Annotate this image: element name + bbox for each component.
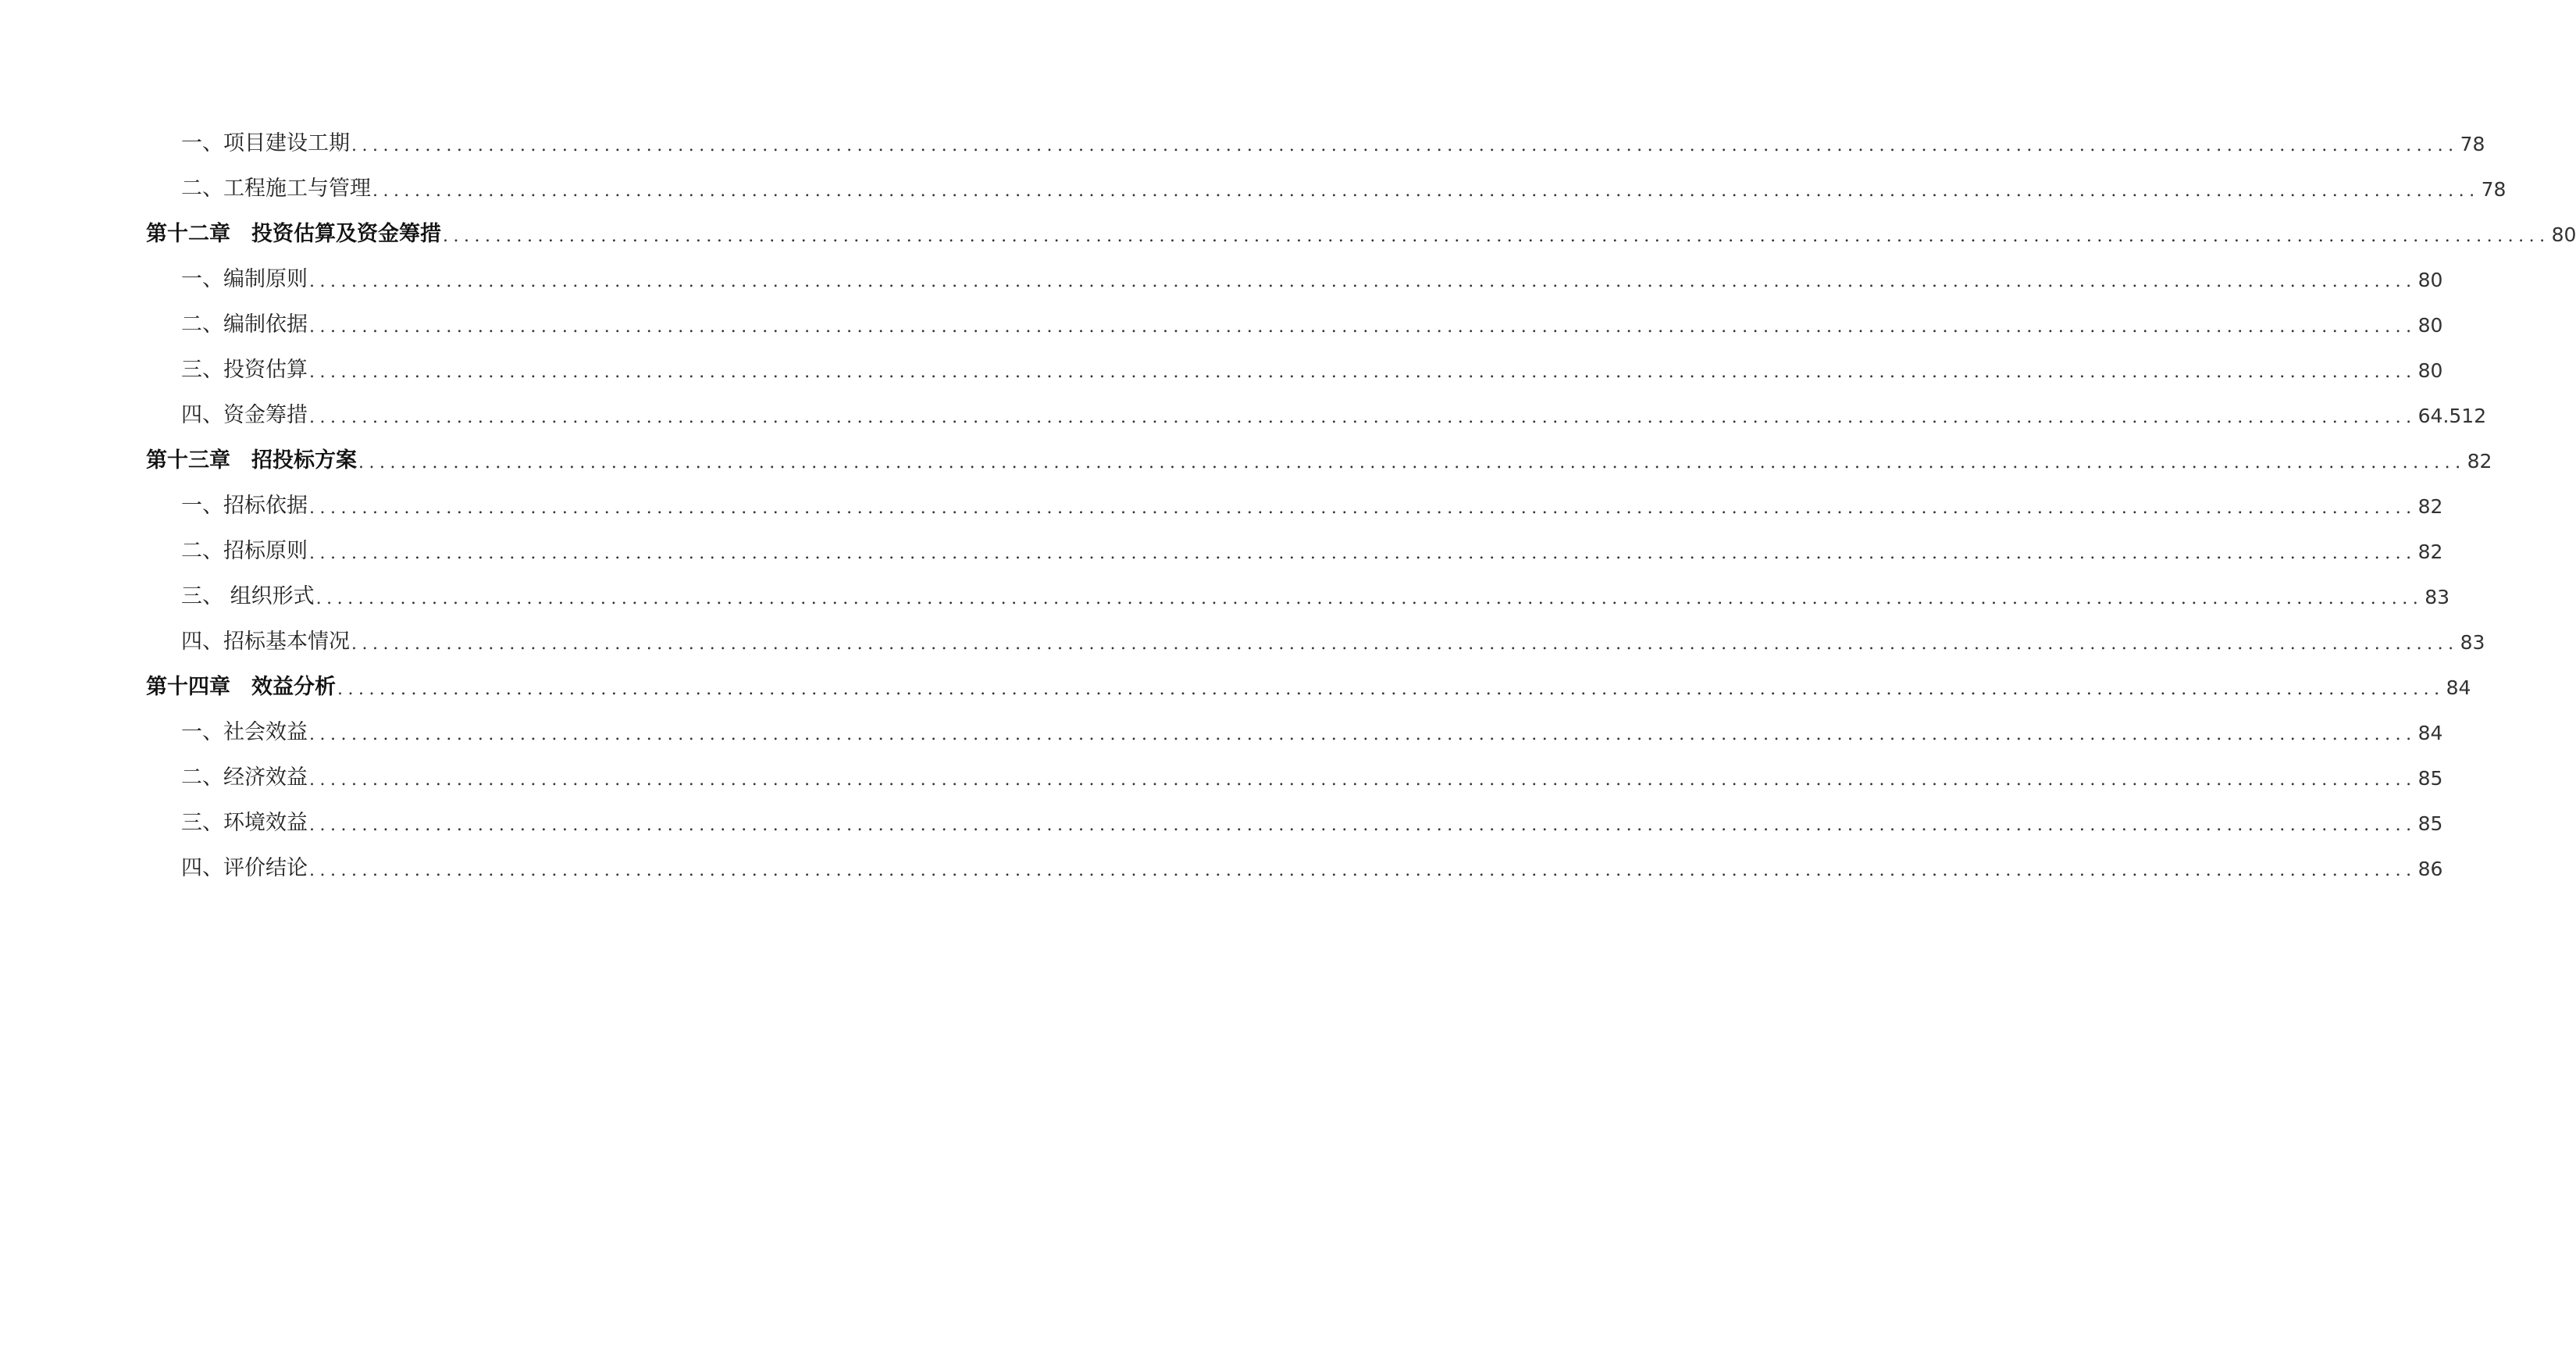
toc-leader-dots: ........................................................................................................................................................................................................ [337, 680, 2445, 699]
toc-entry[interactable] [0, 714, 2443, 748]
toc-leader-dots: ........................................................................................................................................................................................................ [309, 272, 2417, 291]
toc-page-number: 82 [2417, 541, 2443, 563]
toc-page-number: 78 [2460, 133, 2485, 155]
toc-page-number: 82 [2467, 450, 2492, 473]
toc-leader-dots: ........................................................................................................................................................................................................ [309, 725, 2417, 744]
toc-entry-title: 一、社会效益 [181, 720, 308, 744]
toc-page-number: 80 [2417, 314, 2443, 337]
toc-entry[interactable] [0, 261, 2443, 295]
toc-chapter-entry[interactable] [0, 669, 2471, 703]
toc-page-number: 78 [2481, 178, 2507, 201]
toc-entry[interactable] [0, 759, 2443, 794]
toc-entry[interactable] [0, 397, 2487, 431]
toc-entry-title: 一、项目建设工期 [181, 131, 350, 155]
toc-page-number: 86 [2417, 858, 2443, 880]
toc-entry[interactable] [0, 351, 2443, 386]
toc-leader-dots: ........................................................................................................................................................................................................ [351, 136, 2459, 155]
toc-entry-title: 第十二章 投资估算及资金筹措 [146, 222, 441, 246]
toc-entry[interactable] [0, 170, 2507, 205]
toc-entry-title: 一、招标依据 [181, 494, 308, 518]
toc-leader-dots: ........................................................................................................................................................................................................ [309, 861, 2417, 880]
toc-entry-title: 四、招标基本情况 [181, 630, 350, 654]
toc-entry-title: 二、经济效益 [181, 765, 308, 790]
toc-entry-title: 第十四章 效益分析 [146, 675, 336, 699]
toc-page-number: 84 [2417, 722, 2443, 744]
toc-leader-dots: ........................................................................................................................................................................................................ [351, 634, 2459, 654]
toc-entry[interactable] [0, 805, 2443, 839]
toc-entry-title: 一、编制原则 [181, 267, 308, 291]
toc-leader-dots: ........................................................................................................................................................................................................ [315, 589, 2424, 608]
toc-page-number: 64.512 [2417, 405, 2487, 427]
toc-entry-title: 三、环境效益 [181, 811, 308, 835]
toc-page-number: 80 [2551, 223, 2576, 246]
toc-leader-dots: ........................................................................................................................................................................................................ [372, 181, 2480, 201]
toc-leader-dots: ........................................................................................................................................................................................................ [358, 453, 2466, 473]
toc-leader-dots: ........................................................................................................................................................................................................ [443, 227, 2550, 246]
toc-entry-title: 四、资金筹措 [181, 403, 308, 427]
toc-page-number: 82 [2417, 495, 2443, 518]
toc-page-number: 80 [2417, 359, 2443, 382]
toc-page-number: 83 [2425, 586, 2450, 608]
toc-leader-dots: ........................................................................................................................................................................................................ [309, 408, 2417, 427]
toc-page-number: 83 [2460, 631, 2485, 654]
toc-entry-title: 第十三章 招投标方案 [146, 448, 357, 473]
toc-entry-title: 三、 组织形式 [181, 584, 315, 608]
toc-leader-dots: ........................................................................................................................................................................................................ [309, 544, 2417, 563]
toc-page-number: 85 [2417, 812, 2443, 835]
toc-entry-title: 四、评价结论 [181, 856, 308, 880]
toc-page-number: 80 [2417, 269, 2443, 291]
toc-page-number: 85 [2417, 767, 2443, 790]
toc-leader-dots: ........................................................................................................................................................................................................ [309, 770, 2417, 790]
toc-entry[interactable] [0, 850, 2443, 884]
toc-leader-dots: ........................................................................................................................................................................................................ [309, 815, 2417, 835]
toc-entry[interactable] [0, 623, 2485, 658]
toc-entry-title: 三、投资估算 [181, 358, 308, 382]
toc-chapter-entry[interactable] [0, 216, 2576, 250]
toc-leader-dots: ........................................................................................................................................................................................................ [309, 317, 2417, 337]
toc-entry[interactable] [0, 306, 2443, 341]
toc-entry[interactable] [0, 578, 2450, 612]
toc-leader-dots: ........................................................................................................................................................................................................ [309, 498, 2417, 518]
toc-entry-title: 二、招标原则 [181, 539, 308, 563]
toc-page-number: 84 [2446, 676, 2471, 699]
toc-entry[interactable] [0, 125, 2485, 159]
toc-entry[interactable] [0, 487, 2443, 522]
toc-entry-title: 二、工程施工与管理 [181, 177, 371, 201]
toc-chapter-entry[interactable] [0, 442, 2492, 476]
toc-entry[interactable] [0, 533, 2443, 567]
toc-leader-dots: ........................................................................................................................................................................................................ [309, 362, 2417, 382]
toc-entry-title: 二、编制依据 [181, 312, 308, 337]
